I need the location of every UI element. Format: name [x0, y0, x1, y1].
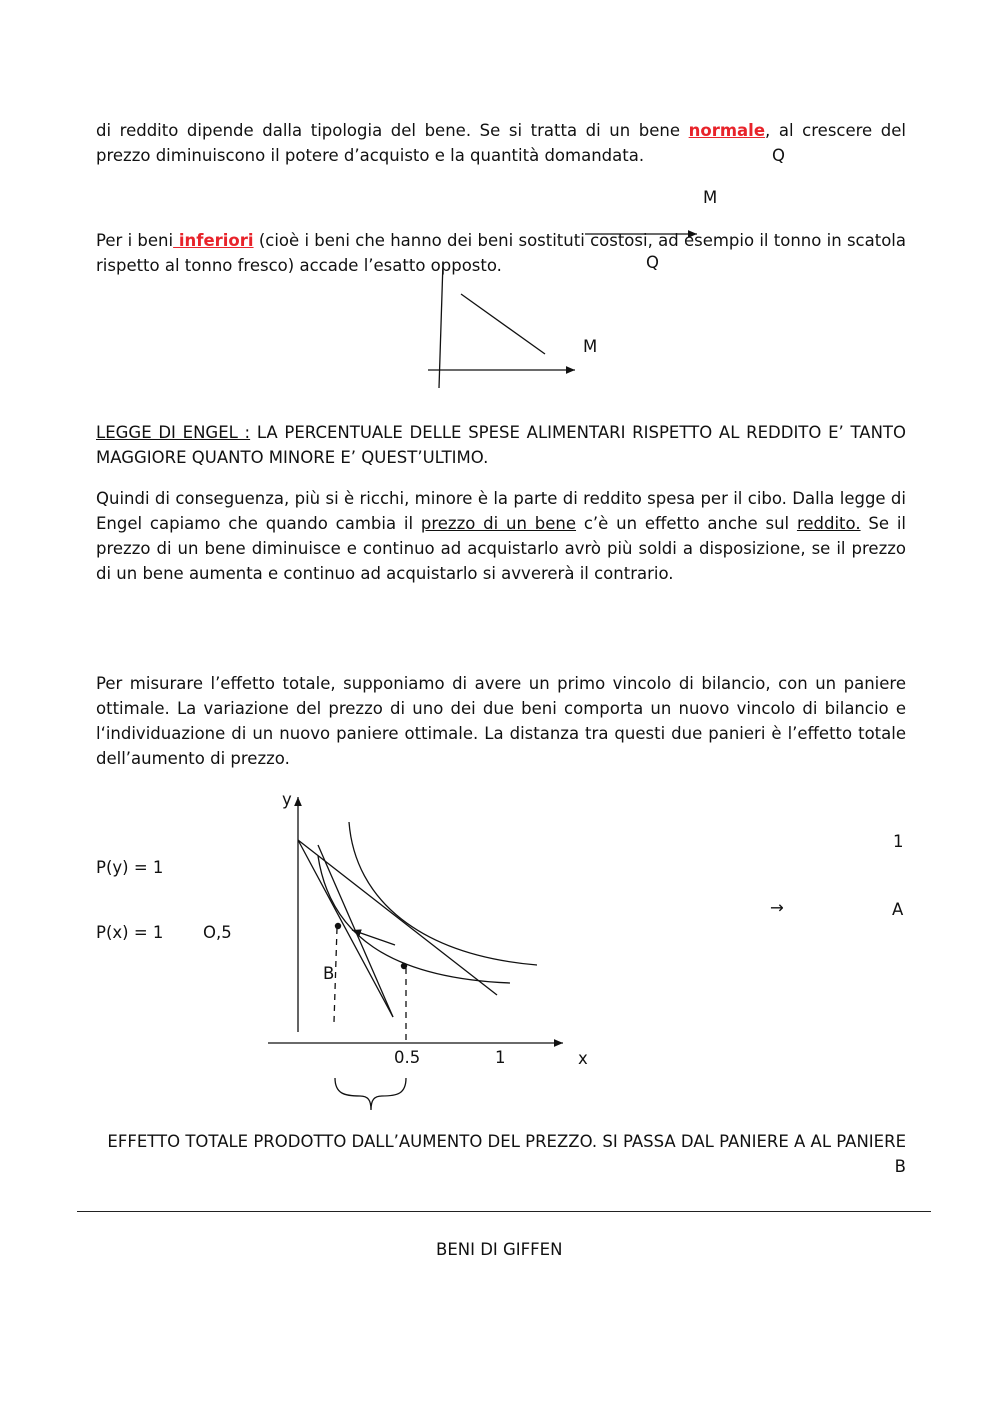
tick-1: 1 [495, 1048, 506, 1067]
fig2-y-axis [439, 262, 443, 388]
paragraph-text: c’è un effetto anche sul [576, 514, 797, 533]
engel-text: LA PERCENTUALE DELLE SPESE ALIMENTARI RISPETTO AL REDDITO E’ TANTO MAGGIORE QUANTO MINORE E’ QUEST’ULTIMO. [96, 423, 906, 467]
fig2-q-label: Q [646, 253, 659, 272]
highlight-inferiori: inferiori [173, 231, 254, 250]
paragraph-text: Quindi di conseguenza, più si è ricchi, minore è la parte di reddito spesa per il cibo. Dalla legge di Engel capiamo che quando cambia il [96, 489, 906, 533]
figure-caption: EFFETTO TOTALE PRODOTTO DALL’AUMENTO DEL PREZZO. SI PASSA DAL PANIERE A AL PANIERE B [107, 1132, 906, 1176]
paragraph-total-effect: Per misurare l’effetto totale, supponiamo di avere un primo vincolo di bilancio, con un paniere ottimale. La variazione del prezzo di uno dei due beni comporta un nuovo vincolo di bilancio e l‘individuazione di un nuovo paniere ottimale. La distanza tra questi due panieri è l’effetto totale dell’aumento di prezzo. [96, 674, 906, 768]
budget-line-1 [298, 840, 497, 995]
engel-title: LEGGE DI ENGEL : [96, 423, 251, 442]
fig2-curve [461, 294, 545, 354]
price-y-label: P(y) = 1 [96, 858, 164, 877]
underlined-reddito: reddito. [796, 514, 861, 533]
point-a [401, 963, 407, 969]
paragraph-text: (cioè i beni che hanno dei beni sostituti costosi, ad esempio il tonno in scatola rispetto al tonno fresco) accade l’esatto opposto. [96, 231, 906, 275]
x-axis-label: x [578, 1049, 588, 1068]
y-axis-label: y [282, 790, 292, 809]
highlight-normale: normale [688, 121, 766, 140]
o5-label: O,5 [203, 923, 232, 942]
paragraph-text: di reddito dipende dalla tipologia del bene. Se si tratta di un bene [96, 121, 689, 140]
indifference-curve-2 [318, 856, 510, 983]
tick-0-5: 0.5 [394, 1048, 421, 1067]
right-1-label: 1 [893, 832, 904, 851]
fig1-m-label: M [703, 188, 718, 207]
dashed-guide-b [334, 928, 337, 1022]
right-arrow-icon: → [770, 898, 784, 917]
indifference-curve-1 [349, 822, 537, 965]
price-x-label: P(x) = 1 [96, 923, 164, 942]
fig2-m-label: M [583, 337, 598, 356]
fig2-diagram [428, 262, 575, 388]
paragraph-text: , al crescere del prezzo diminuiscono il potere d’acquisto e la quantità domandata. [96, 121, 907, 165]
fig1-q-label: Q [772, 146, 785, 165]
underlined-prezzo: prezzo di un bene [420, 514, 577, 533]
budget-line-2 [298, 840, 393, 1017]
point-b [335, 923, 341, 929]
section-title: BENI DI GIFFEN [436, 1240, 563, 1259]
point-b-label: B [323, 964, 335, 983]
right-a-label: A [892, 900, 904, 919]
brace [335, 1078, 406, 1110]
fig3-diagram [268, 797, 563, 1110]
paragraph-text: Se il prezzo di un bene diminuisce e continuo ad acquistarlo avrò più soldi a disposizione, se il prezzo di un bene aumenta e continuo ad acquistarlo si avvererà il contrario. [96, 514, 906, 583]
paragraph-text: Per i beni [96, 231, 174, 250]
